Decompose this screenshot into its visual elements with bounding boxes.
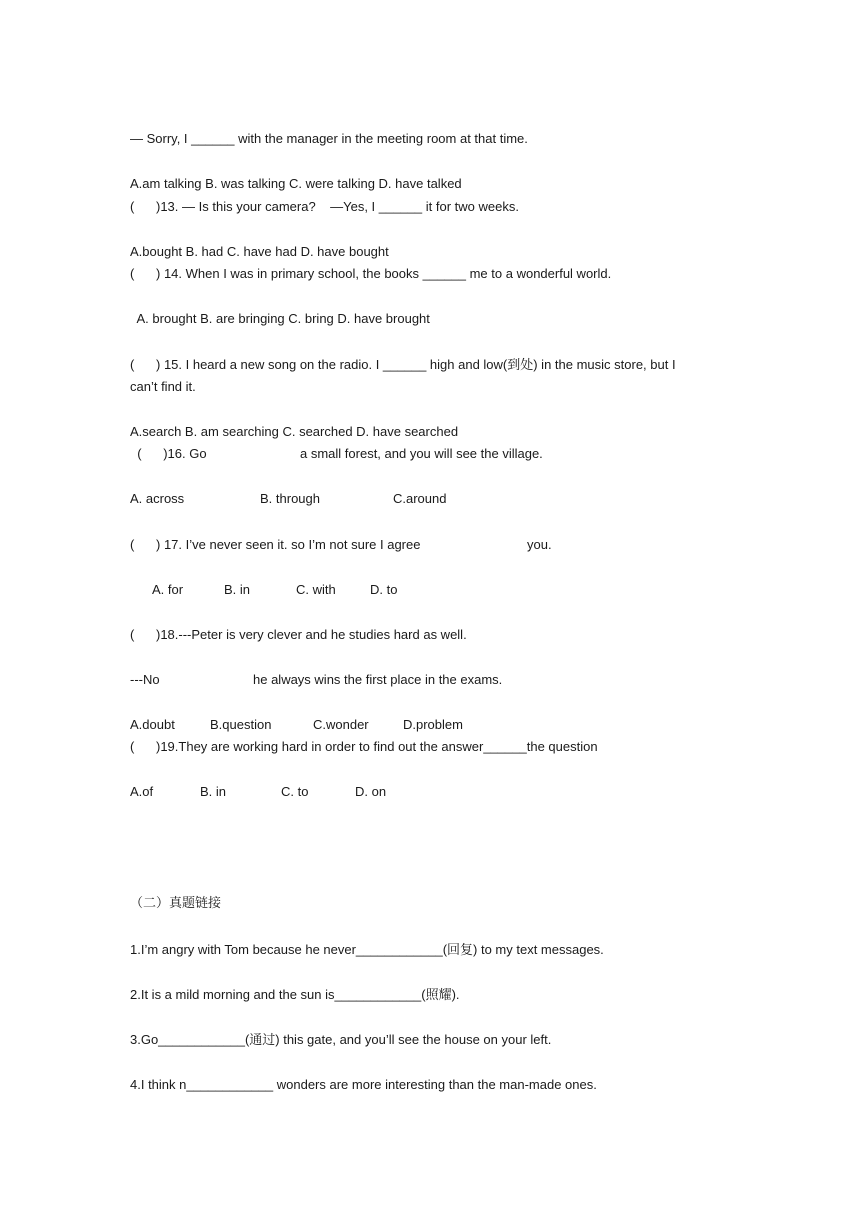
q19-option-a: A.of — [130, 784, 154, 799]
q17-question-start: ( ) 17. I’ve never seen it. so I’m not sure I agree — [130, 537, 421, 552]
q18-question: ( )18.---Peter is very clever and he studies hard as well. — [130, 627, 467, 642]
fill-in-item-3: 3.Go____________(通过) this gate, and you’ll see the house on your left. — [130, 1032, 552, 1047]
q18-option-a: A.doubt — [130, 717, 175, 732]
q15-options: A.search B. am searching C. searched D. have searched — [130, 424, 459, 439]
q16-option-c: C.around — [393, 491, 447, 506]
q19-option-d: D. on — [355, 784, 387, 799]
q19-option-b: B. in — [200, 784, 227, 799]
q13-question: ( )13. — Is this your camera? —Yes, I ______ it for two weeks. — [130, 199, 519, 214]
q18-reply-end: he always wins the first place in the exams. — [253, 672, 503, 687]
q19-option-c: C. to — [281, 784, 309, 799]
section-heading: （二）真题链接 — [130, 896, 222, 911]
q12-dialogue-line: — Sorry, I ______ with the manager in the meeting room at that time. — [130, 131, 528, 146]
q16-question-end: a small forest, and you will see the village. — [300, 446, 543, 461]
q17-question-end: you. — [527, 537, 552, 552]
fill-in-item-2: 2.It is a mild morning and the sun is____________(照耀). — [130, 987, 460, 1002]
q17-option-b: B. in — [224, 582, 251, 597]
fill-in-item-4: 4.I think n____________ wonders are more interesting than the man-made ones. — [130, 1077, 597, 1092]
q19-question: ( )19.They are working hard in order to find out the answer______the question — [130, 739, 598, 754]
q16-question-start: ( )16. Go — [130, 446, 207, 461]
q18-option-b: B.question — [210, 717, 272, 732]
q13-options: A.bought B. had C. have had D. have bought — [130, 244, 389, 259]
q15-question: ( ) 15. I heard a new song on the radio. I ______ high and low(到处) in the music store, but I — [130, 357, 676, 372]
q12-options: A.am talking B. was talking C. were talking D. have talked — [130, 176, 462, 191]
q17-option-d: D. to — [370, 582, 398, 597]
q18-option-d: D.problem — [403, 717, 463, 732]
q17-option-c: C. with — [296, 582, 336, 597]
q17-option-a: A. for — [152, 582, 184, 597]
q16-option-b: B. through — [260, 491, 320, 506]
q18-option-c: C.wonder — [313, 717, 369, 732]
q14-options: A. brought B. are bringing C. bring D. have brought — [130, 311, 430, 326]
fill-in-item-1: 1.I’m angry with Tom because he never____________(回复) to my text messages. — [130, 942, 604, 957]
q16-option-a: A. across — [130, 491, 185, 506]
q18-reply-start: ---No — [130, 672, 160, 687]
q14-question: ( ) 14. When I was in primary school, the books ______ me to a wonderful world. — [130, 266, 612, 281]
q15-question-continued: can’t find it. — [130, 379, 196, 394]
